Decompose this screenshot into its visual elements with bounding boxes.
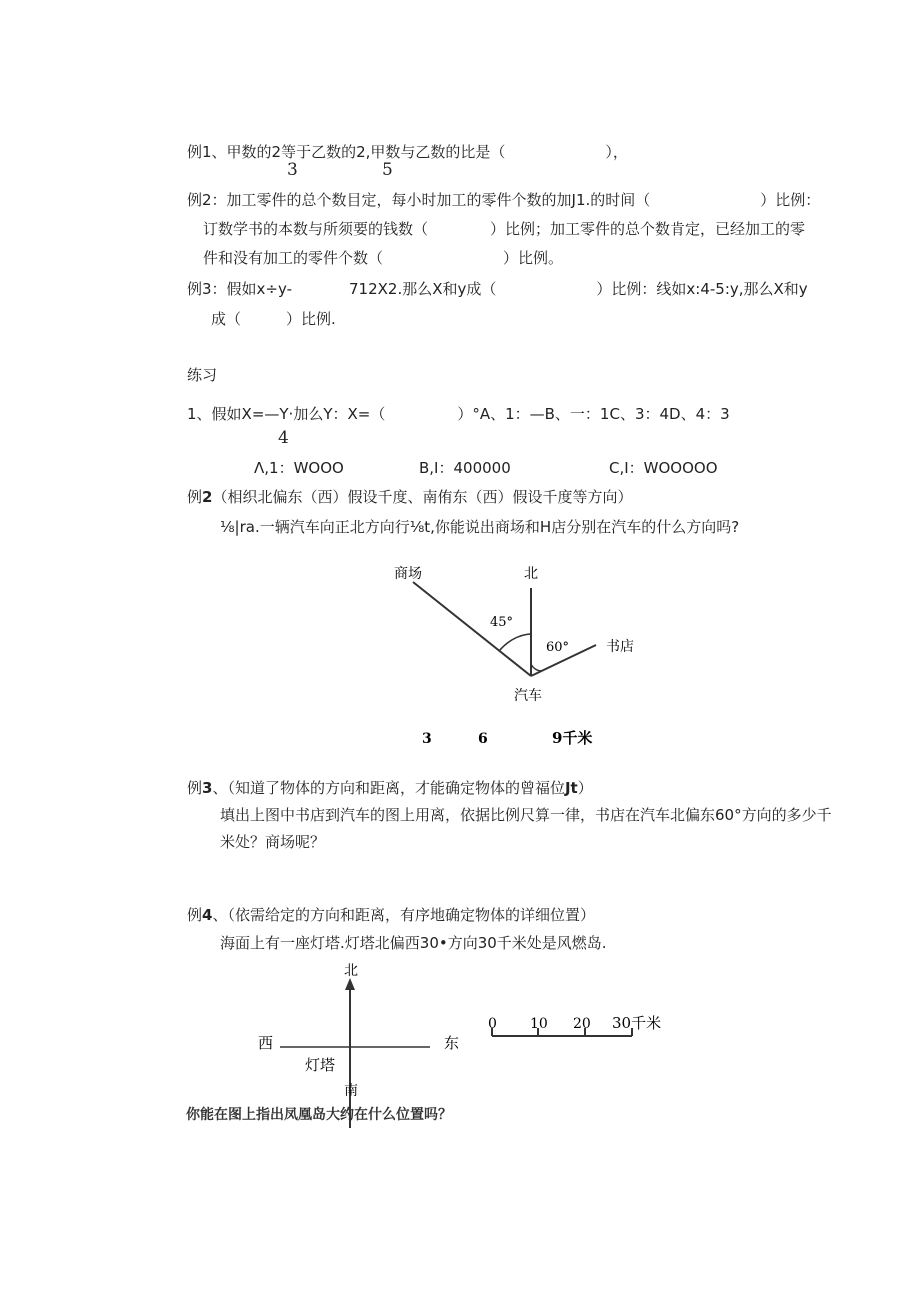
scale-label-0: 0: [488, 1016, 497, 1032]
example2b-text: （相织北偏东（西）假设千度、南侑东（西）假设千度等方向）: [212, 488, 633, 506]
south-label: 南: [344, 1083, 358, 1099]
example2-line2: [203, 220, 805, 238]
example3-line2: [211, 310, 336, 328]
scale-label-9km: 9千米: [552, 729, 593, 747]
direction-diagram-1: [380, 560, 670, 760]
example1-text: 例1、甲数的2等于乙数的2,甲数与乙数的比是（: [187, 143, 506, 161]
example4-heading: [187, 906, 595, 924]
angle-45-label: 45°: [490, 615, 514, 630]
scale-label-30km: 30千米: [612, 1014, 662, 1032]
example3b-text: 、（知道了物体的方向和距离，才能确定物体的曾福位: [212, 779, 565, 797]
example4-label: 例: [187, 906, 203, 924]
q1-text-b: ）°A、1：—B、一：1C、3：4D、4：3: [457, 405, 730, 423]
example2b-body: ⅛|ra.一辆汽车向正北方向行⅛t,你能说出商场和H店分别在汽车的什么方向吗?: [220, 518, 740, 536]
example3b-body-2: 米处？商场呢？: [220, 833, 326, 851]
option-b[interactable]: B,I：400000: [419, 459, 511, 477]
example3b-end: ）: [577, 779, 593, 797]
example2-text-d: ）比例；加工零件的总个数肯定，已经加工的零: [490, 220, 806, 238]
example4-number: 4: [202, 906, 213, 924]
example3-text-e: ）比例.: [286, 310, 336, 328]
north-arrow-icon: [345, 978, 355, 990]
practice-title: 练习: [187, 366, 218, 384]
example2b-label: 例: [187, 488, 203, 506]
diagram2-question: 你能在图上指出凤凰岛大约在什么位置吗？: [186, 1107, 452, 1123]
q1-text-a: 1、假如X=—Y·加么Y：X=（: [187, 405, 386, 423]
example3b-label: 例: [187, 779, 203, 797]
example3-text-b: 712X2.那么X和y成（: [349, 280, 497, 298]
mall-ray: [413, 582, 531, 676]
example3b-heading: [187, 779, 593, 797]
north-label: 北: [524, 566, 538, 582]
example2-text-f: ）比例。: [503, 249, 564, 267]
example1-line: [187, 143, 628, 161]
example2-line1: [187, 191, 820, 209]
west-label: 西: [258, 1034, 274, 1052]
q1-fraction-digit: 4: [278, 428, 289, 448]
example2b-number: 2: [202, 488, 213, 506]
example3-text-c: ）比例：线如x:4-5:y,那么X和y: [596, 280, 808, 298]
bookstore-label: 书店: [606, 639, 634, 655]
angle-arc-60: [531, 664, 542, 671]
example4-text: 、（依需给定的方向和距离，有序地确定物体的详细位置）: [212, 906, 595, 924]
example2b-heading: [187, 488, 632, 506]
scale-label-3: 3: [422, 731, 432, 747]
car-label: 汽车: [514, 688, 542, 704]
scale-label-20: 20: [573, 1016, 591, 1032]
angle-arc-45: [499, 634, 531, 651]
example2-text-c: 订数学书的本数与所须要的钱数（: [203, 220, 429, 238]
practice-q1: [187, 405, 730, 423]
example3-text-a: 例3：假如x÷y-: [187, 280, 293, 298]
scale-label-10: 10: [530, 1016, 548, 1032]
north-label: 北: [344, 963, 358, 979]
fraction-denominator-5: 5: [382, 160, 393, 180]
example2-text-b: ）比例：: [760, 191, 821, 209]
example4-body: 海面上有一座灯塔.灯塔北偏西30•方向30千米处是风燃岛.: [220, 934, 607, 952]
mall-label: 商场: [394, 566, 422, 582]
example3b-body-1: 填出上图中书店到汽车的图上用离，依据比例尺算一律，书店在汽车北偏东60°方向的多少千: [220, 806, 832, 824]
lighthouse-label: 灯塔: [305, 1056, 336, 1074]
angle-60-label: 60°: [546, 640, 570, 655]
east-label: 东: [444, 1034, 460, 1052]
scale-label-6: 6: [478, 731, 488, 747]
example2-line3: [203, 249, 563, 267]
option-a[interactable]: Λ,1：WOOO: [254, 459, 344, 477]
example3-line1: [187, 280, 808, 298]
example1-end: ），: [605, 143, 628, 161]
example2-text-a: 例2：加工零件的总个数目定，每小时加工的零件个数的加J1.的时间（: [187, 191, 651, 209]
example3-text-d: 成（: [211, 310, 242, 328]
example2-text-e: 件和没有加工的零件个数（: [203, 249, 384, 267]
example3b-bold: Jt: [564, 779, 578, 797]
option-c[interactable]: C,I：WOOOOO: [609, 459, 718, 477]
fraction-denominator-3: 3: [287, 160, 298, 180]
example3b-number: 3: [202, 779, 213, 797]
